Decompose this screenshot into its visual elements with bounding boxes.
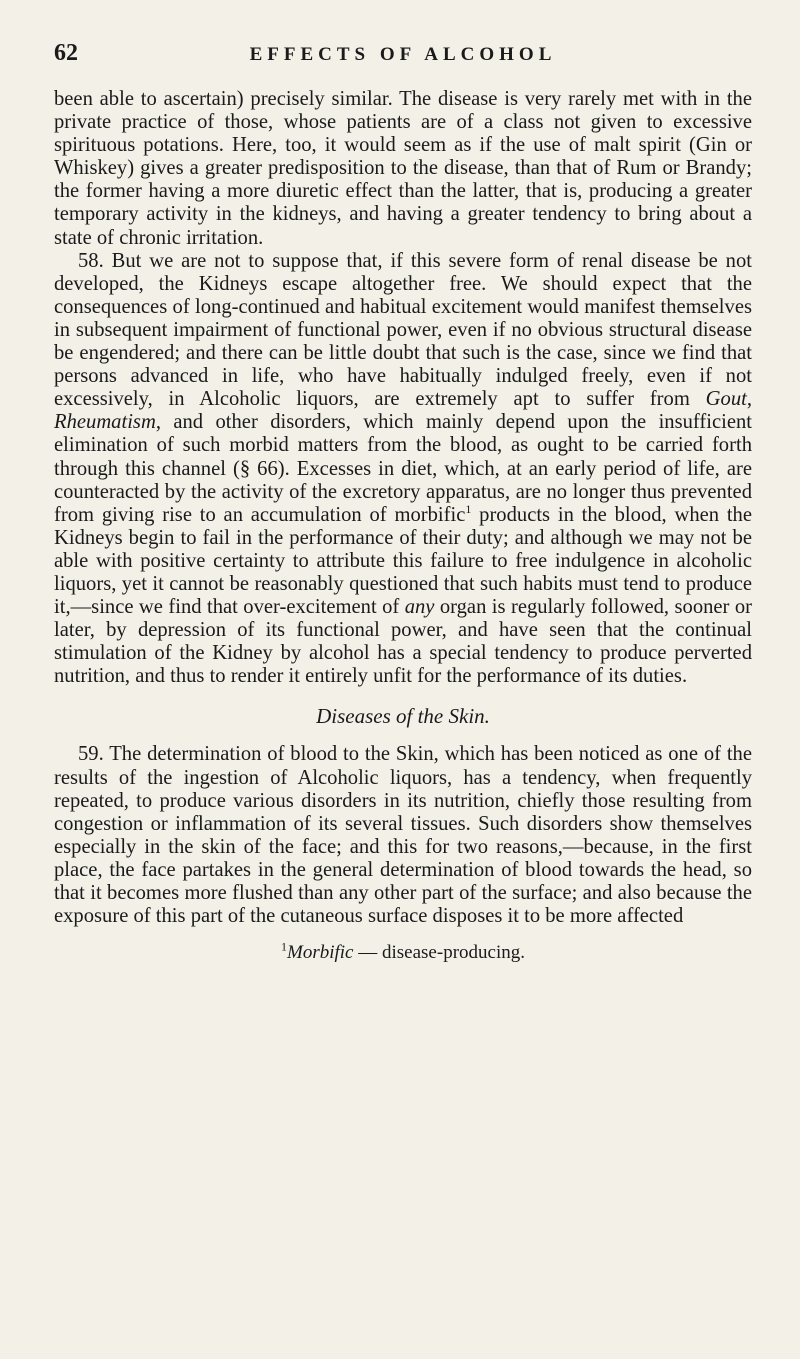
paragraph-58-part-c: products in the blood, when the Kidneys begin to fail in the performance of their duty; and although we may not be able with positive certainty to attribute this failure to free indulgence in alcoholic liquors, yet it cannot be reasonably questioned that such habits must tend to produce it,—since we find that over-excitement of xyxy=(54,503,752,619)
term-rheumatism: Rheumatism xyxy=(54,411,156,434)
page-header xyxy=(54,40,752,74)
footnote-term: Morbific xyxy=(287,942,354,964)
footnote-reference: 1 xyxy=(465,501,472,516)
footnote-definition: — disease-producing. xyxy=(353,942,525,964)
footnote-mark: 1 xyxy=(281,939,287,954)
term-any: any xyxy=(404,596,435,619)
paragraph-58-part-b: , and other disorders, which mainly depend upon the insufficient elimination of such morbid matters from the blood, as ought to be carried forth through this channel (§ 66). Excesses in diet, which, at an early period of life, are counteracted by the activity of the excretory apparatus, are no longer thus prevented from giving rise to an accumulation of morbific xyxy=(54,411,752,526)
paragraph-58-part-d: organ is regularly followed, sooner or later, by depression of its functional power, and have seen that the continual stimulation of the Kidney by alcohol has a special tendency to produce perverted nutrition, and thus to render it entirely unfit for the performance of its duties. xyxy=(54,596,752,688)
paragraph-continuation: been able to ascertain) precisely similar. The disease is very rarely met with in the private practice of those, whose patients are of a class not given to excessive spirituous potations. Here, too, it would seem as if the use of malt spirit (Gin or Whiskey) gives a greater predisposition to the disease, than that of Rum or Brandy; the former having a more diuretic effect than the latter, that is, producing a greater temporary activity in the kidneys, and having a greater tendency to bring about a state of chronic irritation. xyxy=(54,88,752,249)
running-title: EFFECTS OF ALCOHOL xyxy=(249,44,557,65)
paragraph-58-part-a: 58. But we are not to suppose that, if this severe form of renal disease be not developed, the Kidneys escape altogether free. We should expect that the consequences of long-continued and habitual excitement would manifest themselves in subsequent impairment of functional power, even if no obvious structural disease be engendered; and there can be little doubt that such is the case, since we find that persons advanced in life, who have habitually indulged freely, even if not excessively, in Alcoholic liquors, are extremely apt to suffer from xyxy=(54,249,752,411)
paragraph-58 xyxy=(54,250,752,689)
footnote xyxy=(54,939,752,964)
paragraph-58-separator: , xyxy=(746,388,752,411)
paragraph-59: 59. The determination of blood to the Skin, which has been noticed as one of the results of the ingestion of Alcoholic liquors, has a tendency, when frequently repeated, to produce various disorders in its nutrition, chiefly those resulting from congestion or inflammation of its several tissues. Such disorders show themselves especially in the skin of the face; and this for two reasons,—because, in the first place, the face partakes in the general determination of blood towards the head, so that it becomes more flushed than any other part of the surface; and also because the exposure of this part of the cutaneous surface disposes it to be more affected xyxy=(54,743,752,928)
body-text xyxy=(54,88,752,928)
page-number: 62 xyxy=(54,40,78,66)
term-gout: Gout xyxy=(705,388,747,411)
section-heading: Diseases of the Skin. xyxy=(316,704,490,729)
